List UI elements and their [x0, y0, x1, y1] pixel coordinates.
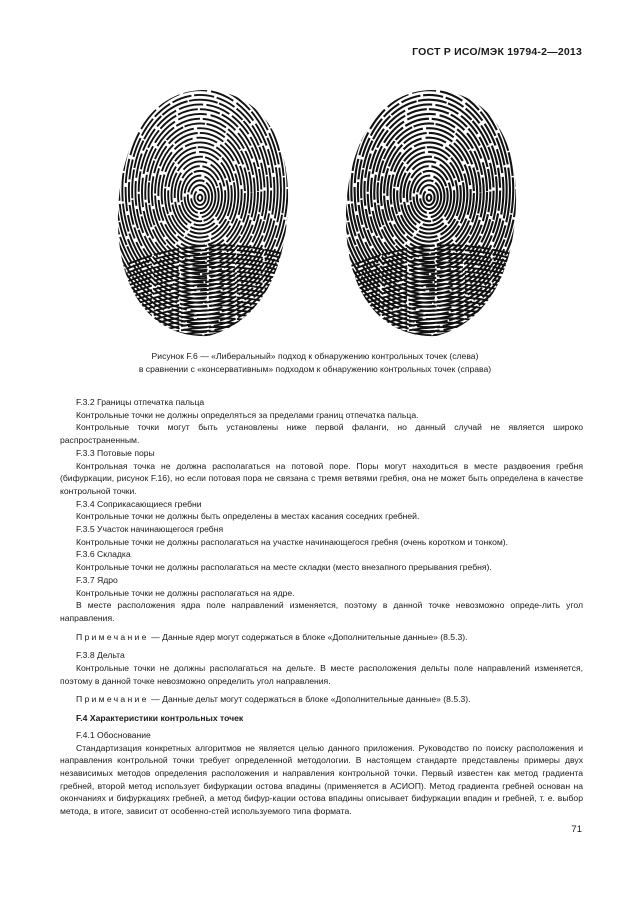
note-label: Примечание — [76, 694, 149, 705]
fingerprint-image-right — [340, 86, 520, 340]
paragraph: Контрольные точки могут быть установлены ниже первой фаланги, но данный случай не является широко распространенным. — [60, 422, 583, 446]
subsection-heading: F.4.1 Обоснование — [76, 729, 151, 740]
figure-caption — [60, 350, 570, 375]
subsection-heading: F.3.5 Участок начинающегося гребня — [76, 524, 224, 535]
note-label: Примечание — [76, 631, 149, 642]
caption-line-2: в сравнении с «консервативным» подходом к обнаружению контрольных точек (справа) — [138, 363, 492, 374]
subsection-heading: F.3.7 Ядро — [76, 574, 118, 585]
subsection-heading: F.3.2 Границы отпечатка пальца — [76, 397, 205, 407]
fingerprint-image-left — [112, 86, 292, 340]
figure-area — [0, 78, 630, 340]
body-text — [60, 396, 583, 818]
subsection-heading: F.3.3 Потовые поры — [76, 447, 155, 458]
paragraph: Контрольные точки не должны располагаться на месте складки (место внезапного прерывания гребня). — [76, 562, 492, 573]
note — [60, 693, 583, 706]
page-header: ГОСТ Р ИСО/МЭК 19794-2—2013 — [412, 46, 582, 58]
paragraph: Контрольные точки не должны располагаться на участке начинающегося гребня (очень коротком и тонком). — [76, 536, 509, 547]
paragraph: Контрольные точки не должны быть определены в местах касания соседних гребней. — [76, 511, 420, 522]
paragraph: В месте расположения ядра поле направлений изменяется, поэтому в данной точке невозможно опреде-лить угол направления. — [60, 600, 583, 623]
note-text: — Данные ядер могут содержаться в блоке «Дополнительные данные» (8.5.3). — [148, 631, 468, 642]
note-text: — Данные дельт могут содержаться в блоке «Дополнительные данные» (8.5.3). — [148, 694, 471, 705]
page-number: 71 — [571, 824, 582, 835]
subsection-heading: F.3.6 Складка — [76, 549, 131, 560]
subsection-heading: F.3.4 Соприкасающиеся гребни — [76, 498, 202, 509]
paragraph: Контрольные точки не должны определяться за пределами границ отпечатка пальца. — [76, 409, 419, 420]
paragraph: Контрольная точка не должна располагаться на потовой поре. Поры могут находиться в месте раздвоения гребня (бифуркации, рисунок F.16), но если потовая пора не связана с тремя ветвями гребня, она не может быть определена в качестве контрольной точки. — [60, 460, 583, 496]
paragraph: Контрольные точки не должны располагаться на дельте. В месте расположения дельты поле направлений изменяется, поэтому в данной точке невозможно определить угол направления. — [60, 663, 583, 686]
paragraph: Контрольные точки не должны располагаться на ядре. — [76, 587, 295, 598]
paragraph: Стандартизация конкретных алгоритмов не является целью данного приложения. Руководство по поиску расположения и направления контрольной точки требует определенной методологии. В настоящем стандарте представлены примеры двух независимых методов определения расположения и направления контрольной точки. Первый известен как метод градиента гребней, второй метод использует бифуркации остова впадины (применяется в АСИОП). Метод градиента гребней основан на окончаниях и бифуркациях гребней, а метод бифур-кации остова впадины описывает бифуркации впадин и гребней, т. е. выбор метода, в итоге, зависит от особенно-стей используемого типа формата. — [60, 742, 583, 817]
caption-line-1: Рисунок F.6 — «Либеральный» подход к обнаружению контрольных точек (слева) — [151, 351, 479, 361]
note — [60, 631, 583, 644]
subsection-heading: F.3.8 Дельта — [76, 650, 125, 661]
section-heading: F.4 Характеристики контрольных точек — [76, 713, 244, 724]
